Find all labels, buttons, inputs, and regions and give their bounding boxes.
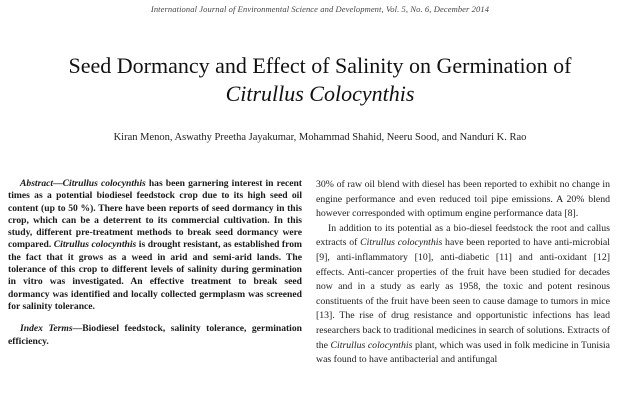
journal-header: International Journal of Environmental Science and Development, Vol. 5, No. 6, December 2014 [150, 4, 490, 14]
title-line-2: Citrullus Colocynthis [225, 81, 415, 106]
body-paragraph-2 [316, 222, 610, 368]
title-line-1: Seed Dormancy and Effect of Salinity on Germination of [68, 53, 572, 78]
abstract-species-2: Citrullus colocynthis [53, 239, 137, 251]
body-species: Citrullus colocynthis [360, 237, 443, 249]
index-terms-dash: — [72, 323, 83, 335]
abstract-text-1: has been garnering interest in recent times as a potential biodiesel feedstock crop due to its high seed oil content (up to 50 %). There have been reports of seed dormancy in this crop, which can be a deterrent to its commercial cultivation. In this study, different pre-treatment methods to break seed dormancy were compared. [8, 178, 303, 251]
right-column [316, 178, 610, 368]
author-list: Kiran Menon, Aswathy Preetha Jayakumar, Mohammad Shahid, Neeru Sood, and Nanduri K. Rao [113, 132, 527, 143]
left-column [8, 178, 302, 348]
body-text-c: plant, which was used in folk medicine in Tunisia was found to have antibacterial and antifungal [316, 339, 610, 366]
abstract-species: Citrullus colocynthis [62, 178, 146, 189]
body-text-b: have been reported to have anti-microbial [9], anti-inflammatory [10], anti-diabetic [11] and anti-oxidant [12] effects. Anti-cancer properties of the fruit have been studied for decades now and in a study as early as 1958, the toxic and potent resinous constituents of the fruit have been seen to cause damage to tumors in mice [13]. The rise of drug resistance and opportunistic infections has lead researchers back to traditional medicines in search of solutions. Extracts of the [316, 237, 610, 351]
abstract-dash: — [53, 178, 63, 189]
abstract-label: Abstract [20, 178, 54, 189]
body-text-a: In addition to its potential as a bio-diesel feedstock the root and callus extracts of [316, 222, 610, 249]
paper-title [0, 52, 640, 108]
body-paragraph-1: 30% of raw oil blend with diesel has been reported to exhibit no change in engine performance and even reduced toil pipe emissions. A 20% blend however corresponded with optimum engine performance data [8]. [316, 179, 610, 220]
abstract-paragraph [8, 178, 302, 313]
index-terms-paragraph [8, 323, 302, 348]
abstract-text-2: is drought resistant, as established from the fact that it grows as a weed in arid and semi-arid lands. The tolerance of this crop to different levels of salinity during germination in vitro was investigated. An effective treatment to break seed dormancy was identified and locally collected germplasm was screened for salinity tolerance. [8, 239, 302, 312]
index-terms-text: Biodiesel feedstock, salinity tolerance, germination efficiency. [8, 323, 302, 347]
index-terms-label: Index Terms [20, 323, 73, 335]
body-species-2: Citrullus colocynthis [330, 339, 413, 351]
